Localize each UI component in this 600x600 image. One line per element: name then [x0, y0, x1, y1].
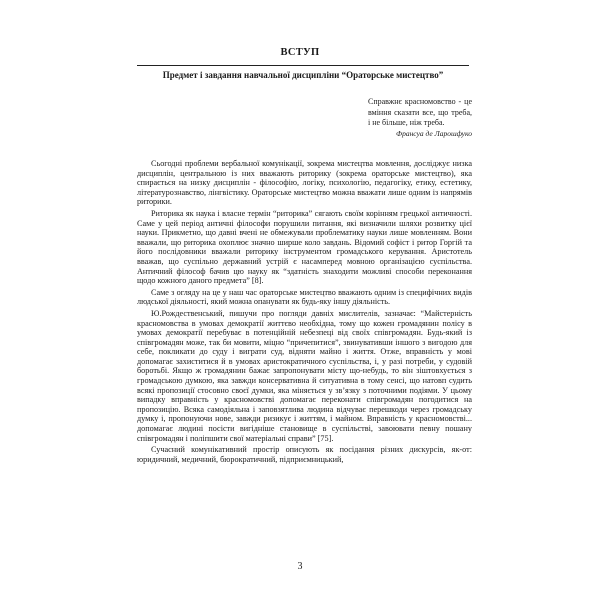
section-subtitle: Предмет і завдання навчальної дисципліни “Ораторське мистецтво”: [162, 70, 444, 80]
epigraph-author: Франсуа де Ларошфуко: [396, 129, 472, 138]
page-number: 3: [297, 561, 303, 572]
paragraph: Саме з огляду на це у наш час ораторське мистецтво вважають одним із специфічних видів людської діяльності, який можна опанувати як будь-яку іншу діяльність.: [137, 287, 472, 307]
paragraph: Сучасний комунікативний простір описують як посідання різних дискурсів, як-от: юридичний, медичний, бюрократичний, підприємницький,: [137, 445, 472, 464]
paragraph: Сьогодні проблеми вербальної комунікації, зокрема мистецтва мовлення, досліджує низка дисциплін, центральною із них вважають риторику (зокрема ораторське мистецтво), яка спирається на низку дисциплін - філософію, логіку, психологію, педагогіку, етику, естетику, літературознавство, лінгвістику. Ораторське мистецтво можна вважати лише одним із напрямів риторики.: [137, 159, 472, 207]
epigraph-text: Справжнє красномовство - це вміння сказати все, що треба, і не більше, ніж треба.: [368, 97, 472, 127]
page-title: ВСТУП: [280, 47, 320, 58]
title-divider: [137, 65, 469, 66]
paragraph: Риторика як наука і власне термін “риторика” сягають своїм корінням грецької античності. Саме у цей період античні філософи порушили питання, які визначили шляхи розвитку цієї науки. Прикметно, що давні вчені не обмежували проблематику науки лише мовленням. Вони вважали, що риторика охоплює значно ширше коло завдань. Відомий софіст і ритор Горгій та його послідовники вважали риторику інструментом громадського керування. Аристотель вважав, що суспільно державний устрій є насамперед мовною організацією суспільства. Античний філософ бачив цю науку як “здатність знаходити можливі способи переконання щодо кожного даного предмета” [8].: [137, 208, 472, 286]
body-text: [137, 159, 472, 466]
paragraph: Ю.Рождественський, пишучи про погляди давніх мислителів, зазначає: “Майстерність красномовства в умовах демократії життєво необхідна, тому що кожен громадянин полісу в умовах демократії перебуває в потенційній небезпеці від своїх співгромадян. Будь-який із співгромадян може, так би мовити, міцно “причепитися”, звинувативши іншого з вигодою для себе, покликати до суду і виграти суд, відняти майно і життя. Отже, вправність у мові допомагає захиститися й в умовах аристократичного суспільства, і, у разі потреби, у судовій боротьбі. Якщо ж громадянин бажає запропонувати місту що-небудь, то він зіштовхується з громадською думкою, яка завжди консервативна й ситуативна в тому сенсі, що натовп судить всякі пропозиції стосовно своєї думки, яка міняється у зв’язку з поточними подіями. У цьому випадку вправність у красномовстві допомагає переконати співгромадян погодитися на пропозицію. Всяка самодіяльна і заповзятлива людина відчуває перешкоди через громадську думку і, пропонуючи нове, завжди ризикує і життям, і майном. Вправність у красномовстві... допомагає людині посісти вигідніше становище в суспільстві, завоювати певну пошану співгромадян і поліпшити свої матеріальні справи” [75].: [137, 308, 472, 443]
